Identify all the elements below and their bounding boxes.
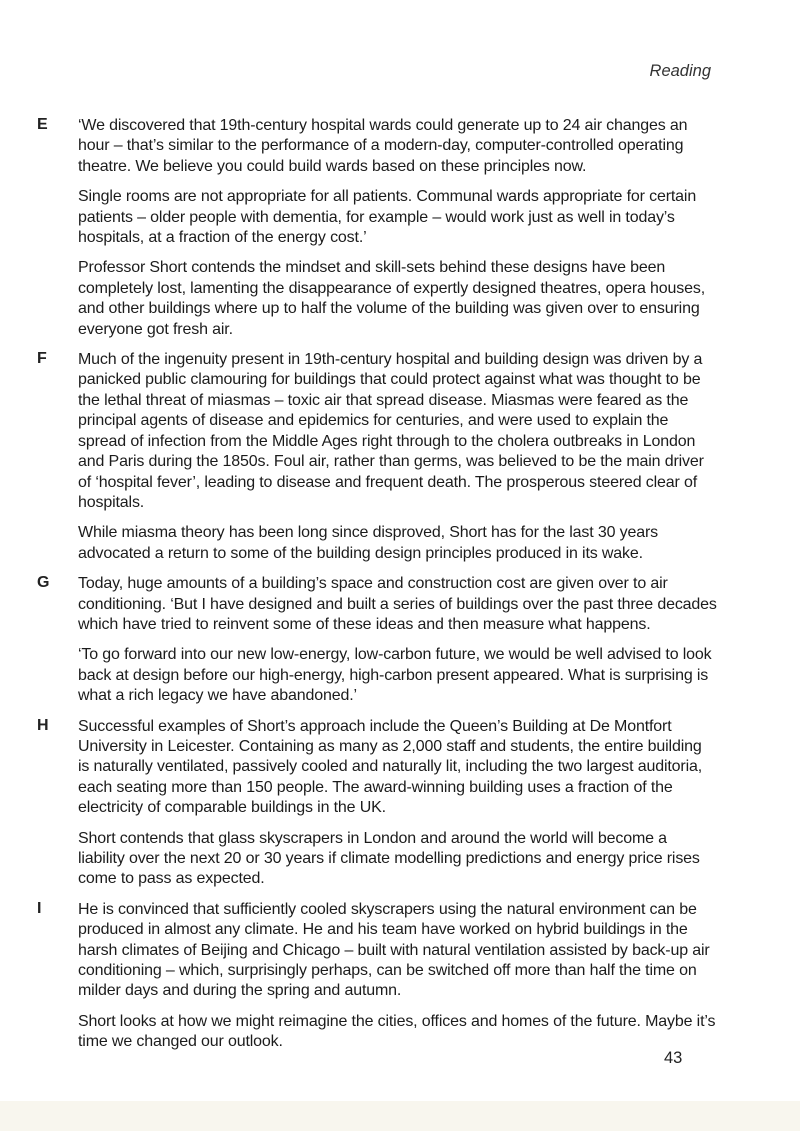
section-letter: H [37, 716, 49, 734]
paragraph: He is convinced that sufficiently cooled skyscrapers using the natural environment can be produced in almost any climate. He and his team have worked on hybrid buildings in the harsh climates of Beijing and Chicago – built with natural ventilation assisted by back-up air conditioning – which, surprisingly perhaps, can be switched off more than half the time on milder days and during the spring and autumn. [78, 900, 710, 1000]
paragraph: ‘We discovered that 19th-century hospital wards could generate up to 24 air changes an hour – that’s similar to the performance of a modern-day, computer-controlled operating theatre. We believe you could build wards based on these principles now. [78, 117, 688, 175]
paragraph-section-g [37, 574, 717, 706]
section-letter: G [37, 574, 50, 592]
paragraph: Successful examples of Short’s approach include the Queen’s Building at De Montfort University in Leicester. Containing as many as 2,000 staff and students, the entire building is naturally ventilated, passively cooled and naturally lit, including the two largest auditoria, each seating more than 150 people. The award-winning building uses a fraction of the electricity of comparable buildings in the UK. [78, 717, 703, 817]
section-header: Reading [649, 62, 711, 80]
paragraph: Short contends that glass skyscrapers in London and around the world will become a liability over the next 20 or 30 years if climate modelling predictions and energy price rises come to pass as expected. [78, 829, 700, 888]
paragraph: Single rooms are not appropriate for all patients. Communal wards appropriate for certain patients – older people with dementia, for example – would work just as well in today’s hospitals, at a fraction of the energy cost.’ [78, 188, 697, 247]
paragraph-section-f [37, 350, 717, 564]
paragraph: Professor Short contends the mindset and skill-sets behind these designs have been completely lost, lamenting the disappearance of expertly designed theatres, opera houses, and other buildings where up to half the volume of the building was given over to ensuring everyone got fresh air. [78, 259, 706, 338]
paragraph-section-e [37, 116, 717, 340]
section-letter: F [37, 350, 47, 368]
section-letter: E [37, 116, 48, 133]
reading-passage [37, 116, 717, 1063]
section-letter: I [37, 899, 42, 917]
paragraph: Short looks at how we might reimagine the cities, offices and homes of the future. Maybe it’s time we changed our outlook. [78, 1012, 716, 1051]
paragraph: While miasma theory has been long since disproved, Short has for the last 30 years advocated a return to some of the building design principles produced in its wake. [78, 524, 659, 562]
paragraph: Much of the ingenuity present in 19th-century hospital and building design was driven by a panicked public clamouring for buildings that could protect against what was thought to be the lethal threat of miasmas – toxic air that spread disease. Miasmas were feared as the principal agents of disease and epidemics for centuries, and were used to explain the spread of infection from the Middle Ages right through to the cholera outbreaks in London and Paris during the 1850s. Foul air, rather than germs, was believed to be the main driver of ‘hospital fever’, leading to disease and frequent death. The prosperous steered clear of hospitals. [78, 351, 704, 511]
page-bottom-edge [0, 1101, 800, 1131]
paragraph-section-i [37, 900, 717, 1053]
page-number: 43 [664, 1049, 683, 1067]
paragraph: Today, huge amounts of a building’s space and construction cost are given over to air conditioning. ‘But I have designed and built a series of buildings over the past three decades which have tried to reinvent some of these ideas and then measure what happens. [78, 575, 717, 633]
paragraph: ‘To go forward into our new low-energy, low-carbon future, we would be well advised to look back at design before our high-energy, high-carbon present appeared. What is surprising is what a rich legacy we have abandoned.’ [78, 646, 712, 705]
paragraph-section-h [37, 717, 717, 890]
